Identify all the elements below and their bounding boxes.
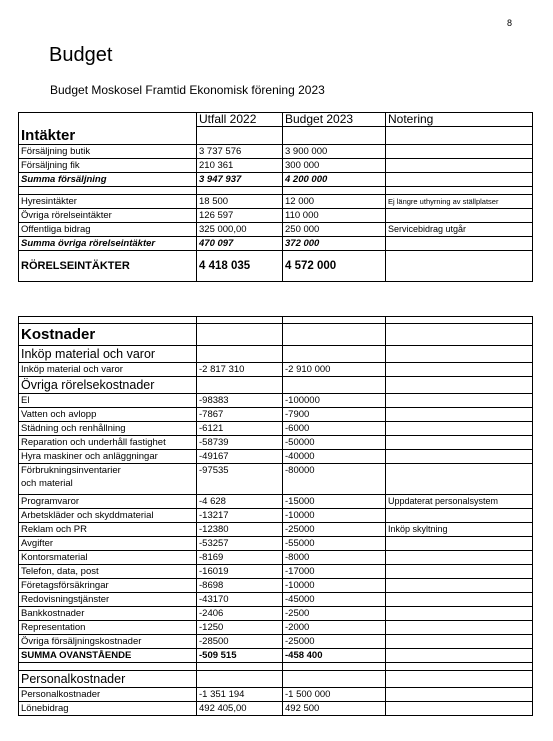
page-title: Budget	[49, 44, 113, 66]
table-row: Personalkostnader -1 351 194 -1 500 000	[19, 688, 533, 702]
subsection-row-personnel	[19, 671, 533, 688]
spacer-row	[19, 187, 533, 195]
table-row: El -98383 -100000	[19, 394, 533, 408]
table-row: Hyra maskiner och anläggningar -49167 -40000	[19, 450, 533, 464]
table-row: Kontorsmaterial -8169 -8000	[19, 551, 533, 565]
header-row	[19, 113, 533, 127]
table-row: Reklam och PR -12380 -25000 Inköp skyltning	[19, 523, 533, 537]
sum-row-costs: SUMMA OVANSTÅENDE -509 515 -458 400	[19, 649, 533, 663]
table-row: Hyresintäkter 18 500 12 000 Ej längre uthyrning av ställplatser	[19, 195, 533, 209]
table-row: Bankkostnader -2406 -2500	[19, 607, 533, 621]
table-row: Offentliga bidrag 325 000,00 250 000 Servicebidrag utgår	[19, 223, 533, 237]
table-row: Inköp material och varor -2 817 310 -2 910 000	[19, 363, 533, 377]
section-row-income	[19, 127, 533, 145]
header-cell-note: Notering	[386, 113, 533, 127]
table-row: Försäljning fik 210 361 300 000	[19, 159, 533, 173]
spacer-row	[19, 317, 533, 324]
sum-row-sales: Summa försäljning 3 947 937 4 200 000	[19, 173, 533, 187]
sum-row-other-income: Summa övriga rörelseintäkter 470 097 372 000	[19, 237, 533, 251]
subsection-title: Inköp material och varor	[19, 346, 197, 363]
table-row: Telefon, data, post -16019 -17000	[19, 565, 533, 579]
spacer-row	[19, 663, 533, 671]
table-row: Avgifter -53257 -55000	[19, 537, 533, 551]
header-cell-utfall: Utfall 2022	[197, 113, 283, 127]
subsection-row-other-costs	[19, 377, 533, 394]
section-title: Kostnader	[19, 324, 197, 346]
table-row: Lönebidrag 492 405,00 492 500	[19, 702, 533, 716]
section-row-costs	[19, 324, 533, 346]
table-row: Reparation och underhåll fastighet -58739 -50000	[19, 436, 533, 450]
page-number: 8	[507, 18, 513, 28]
subsection-row-material	[19, 346, 533, 363]
table-row: Städning och renhållning -6121 -6000	[19, 422, 533, 436]
costs-table	[18, 316, 533, 716]
total-row-income: RÖRELSEINTÄKTER 4 418 035 4 572 000	[19, 251, 533, 282]
table-row: Redovisningstjänster -43170 -45000	[19, 593, 533, 607]
income-table	[18, 112, 533, 282]
table-row: Företagsförsäkringar -8698 -10000	[19, 579, 533, 593]
header-cell-budget: Budget 2023	[283, 113, 386, 127]
page-subtitle: Budget Moskosel Framtid Ekonomisk förening 2023	[50, 83, 325, 97]
table-row: Programvaror -4 628 -15000 Uppdaterat personalsystem	[19, 495, 533, 509]
table-row: Representation -1250 -2000	[19, 621, 533, 635]
subsection-title: Personalkostnader	[19, 671, 197, 688]
table-row: Förbrukningsinventarier och material -97535 -80000	[19, 464, 533, 495]
table-row: Övriga rörelseintäkter 126 597 110 000	[19, 209, 533, 223]
table-row: Vatten och avlopp -7867 -7900	[19, 408, 533, 422]
section-title: Intäkter	[19, 127, 197, 145]
header-cell-label	[19, 113, 197, 127]
subsection-title: Övriga rörelsekostnader	[19, 377, 197, 394]
table-row: Övriga försäljningskostnader -28500 -25000	[19, 635, 533, 649]
table-row: Försäljning butik 3 737 576 3 900 000	[19, 145, 533, 159]
table-row: Arbetskläder och skyddmaterial -13217 -10000	[19, 509, 533, 523]
